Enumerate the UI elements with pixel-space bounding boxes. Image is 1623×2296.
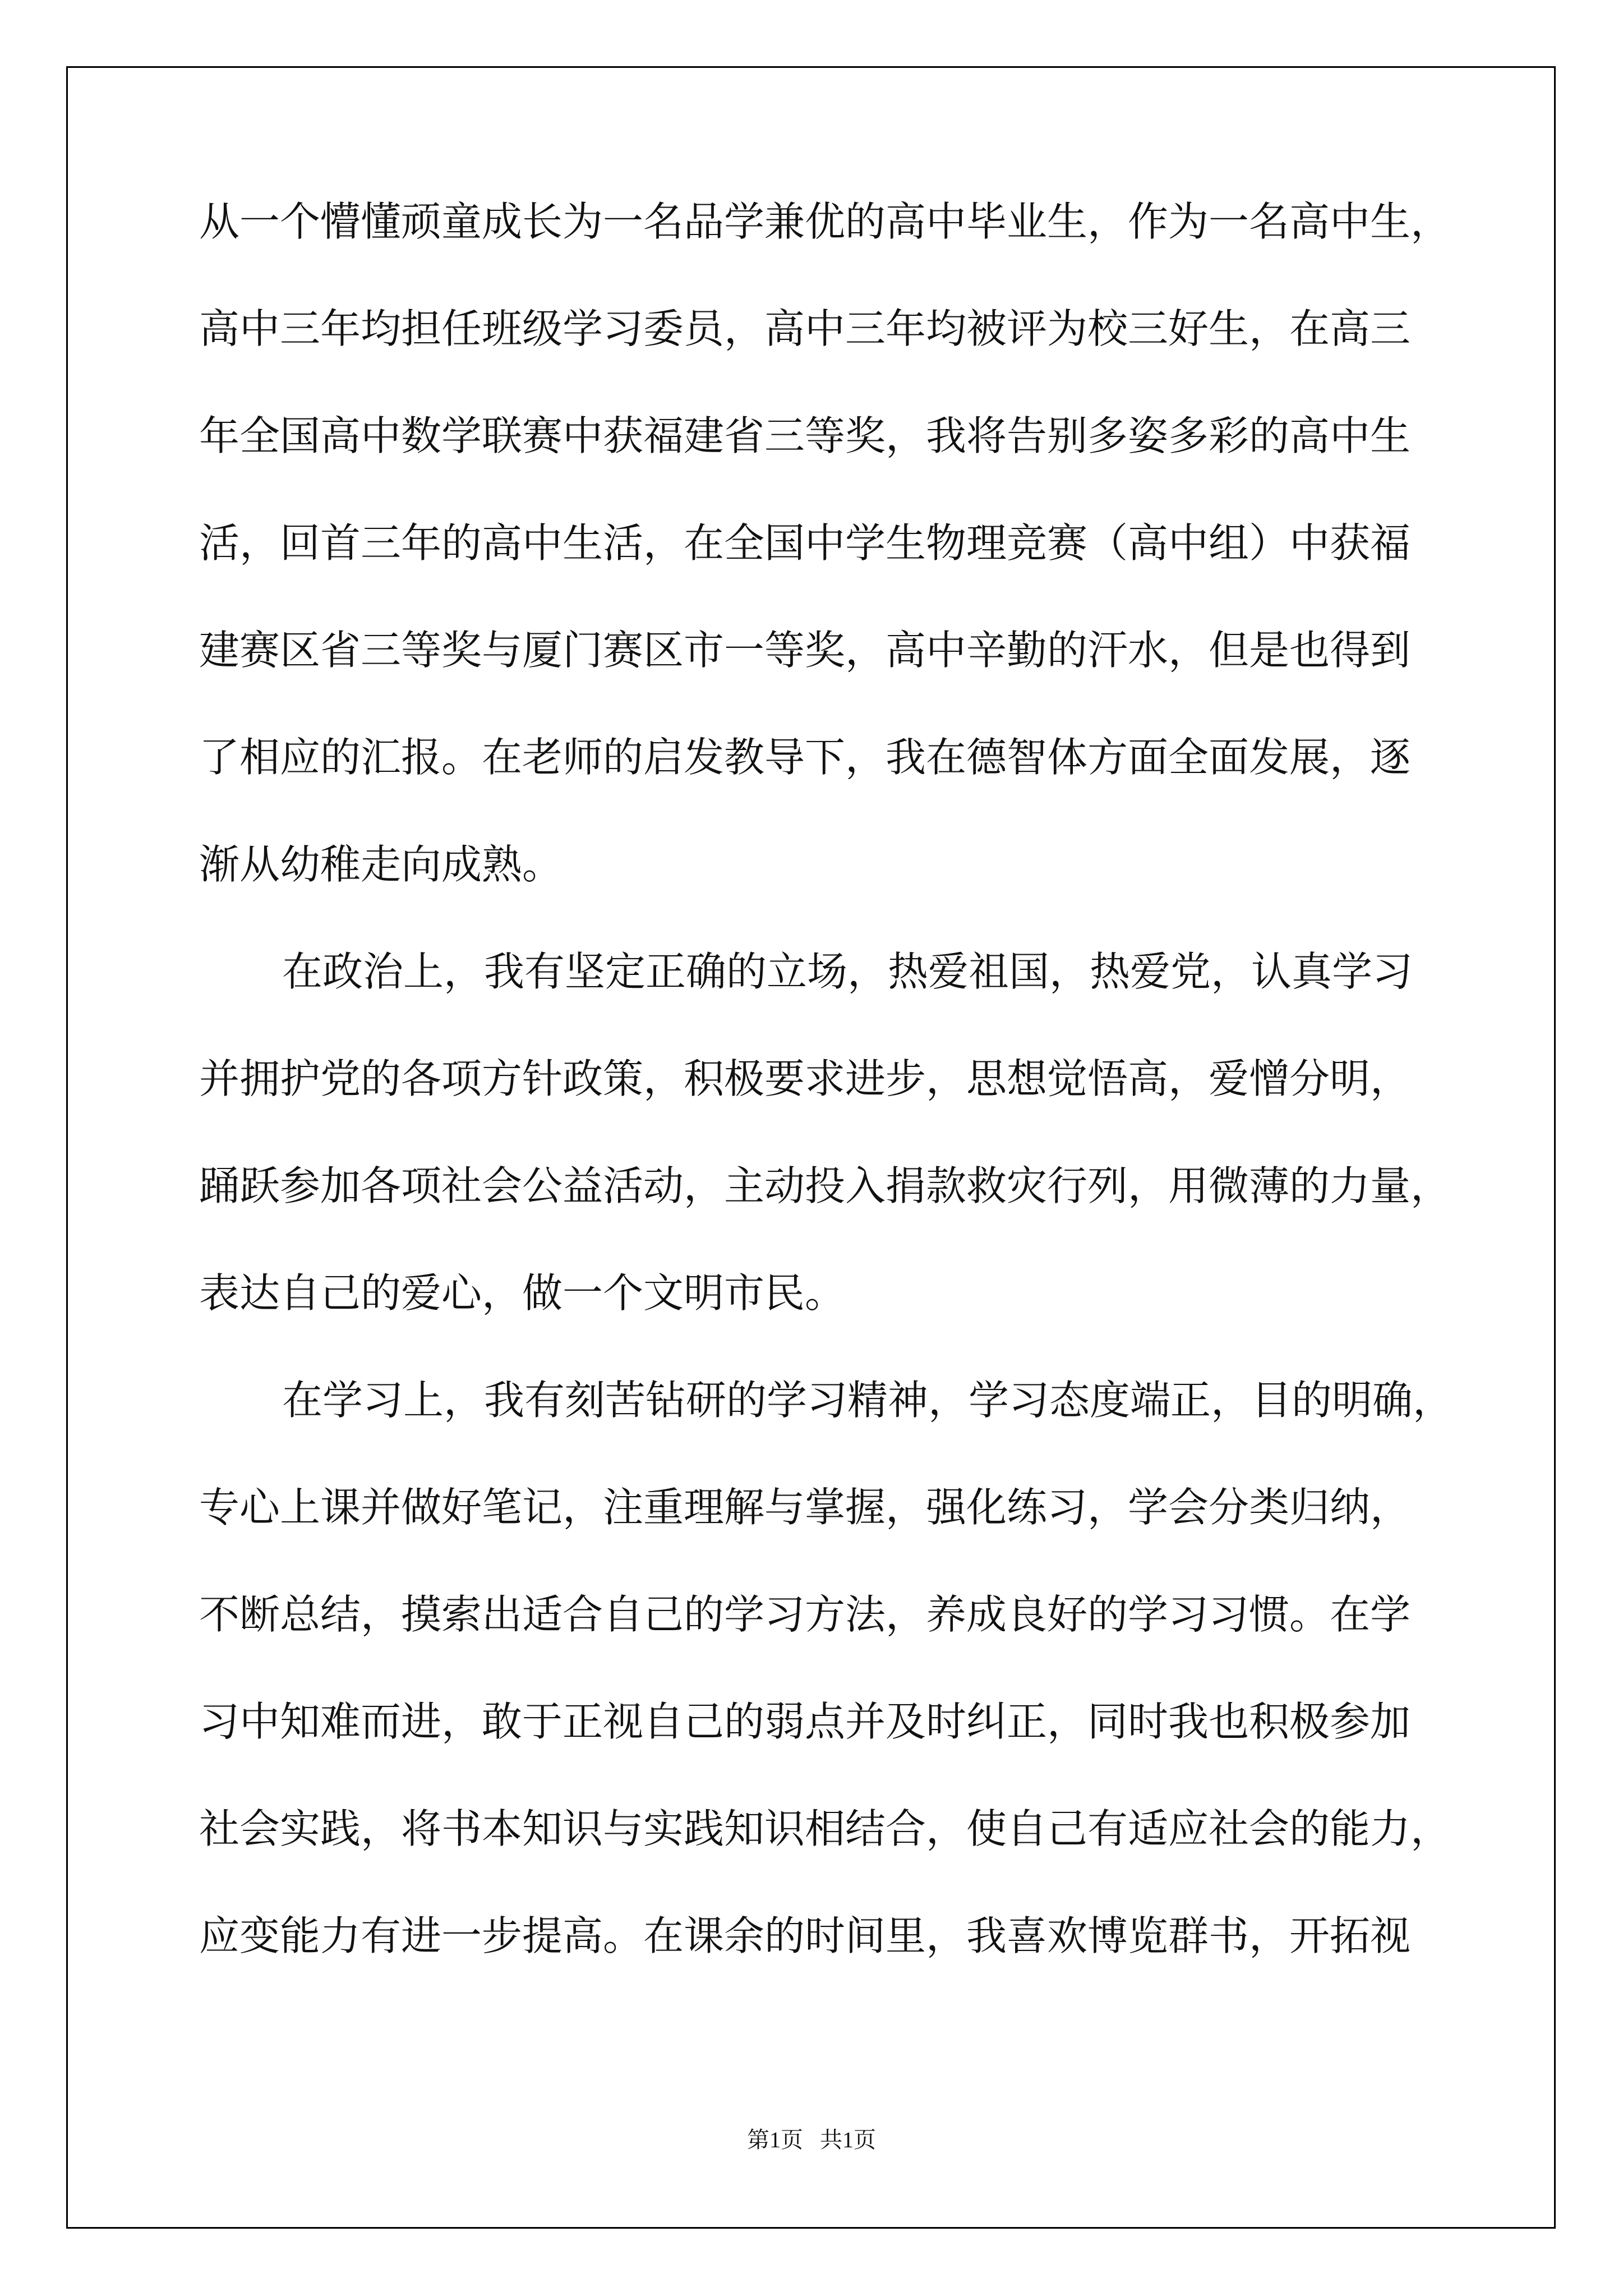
paragraph-2 bbox=[199, 945, 1472, 1320]
document-body bbox=[199, 195, 1472, 2017]
text-line: 习中知难而进，敢于正视自己的弱点并及时纠正，同时我也积极参加 bbox=[199, 1698, 1411, 1745]
page-number: 第1页 bbox=[747, 2127, 803, 2152]
paragraph-1 bbox=[199, 195, 1472, 891]
text-line: 专心上课并做好笔记，注重理解与掌握，强化练习，学会分类归纳， bbox=[199, 1484, 1411, 1531]
text-line: 并拥护党的各项方针政策，积极要求进步，思想觉悟高，爱憎分明， bbox=[199, 1055, 1411, 1102]
text-line: 不断总结，摸索出适合自己的学习方法，养成良好的学习习惯。在学 bbox=[199, 1591, 1411, 1638]
text-line: 高中三年均担任班级学习委员，高中三年均被评为校三好生，在高三 bbox=[199, 305, 1411, 352]
text-line: 建赛区省三等奖与厦门赛区市一等奖，高中辛勤的汗水，但是也得到 bbox=[199, 627, 1411, 674]
page-footer bbox=[0, 2122, 1623, 2154]
text-line: 表达自己的爱心，做一个文明市民。 bbox=[199, 1269, 846, 1317]
paragraph-3 bbox=[199, 1374, 1472, 1963]
text-line: 踊跃参加各项社会公益活动，主动投入捐款救灾行列，用微薄的力量， bbox=[199, 1162, 1451, 1209]
text-line: 活，回首三年的高中生活，在全国中学生物理竞赛（高中组）中获福 bbox=[199, 519, 1411, 567]
text-line: 渐从幼稚走向成熟。 bbox=[199, 841, 563, 888]
text-line: 在政治上，我有坚定正确的立场，热爱祖国，热爱党，认真学习 bbox=[282, 948, 1413, 995]
text-line: 社会实践，将书本知识与实践知识相结合，使自己有适应社会的能力， bbox=[199, 1805, 1451, 1852]
text-line: 应变能力有进一步提高。在课余的时间里，我喜欢博览群书，开拓视 bbox=[199, 1912, 1411, 1959]
page-total: 共1页 bbox=[820, 2127, 876, 2152]
text-line: 在学习上，我有刻苦钻研的学习精神，学习态度端正，目的明确， bbox=[282, 1377, 1454, 1424]
text-line: 了相应的汇报。在老师的启发教导下，我在德智体方面全面发展，逐 bbox=[199, 734, 1411, 781]
text-line: 从一个懵懂顽童成长为一名品学兼优的高中毕业生，作为一名高中生， bbox=[199, 198, 1451, 245]
text-line: 年全国高中数学联赛中获福建省三等奖，我将告别多姿多彩的高中生 bbox=[199, 412, 1411, 459]
